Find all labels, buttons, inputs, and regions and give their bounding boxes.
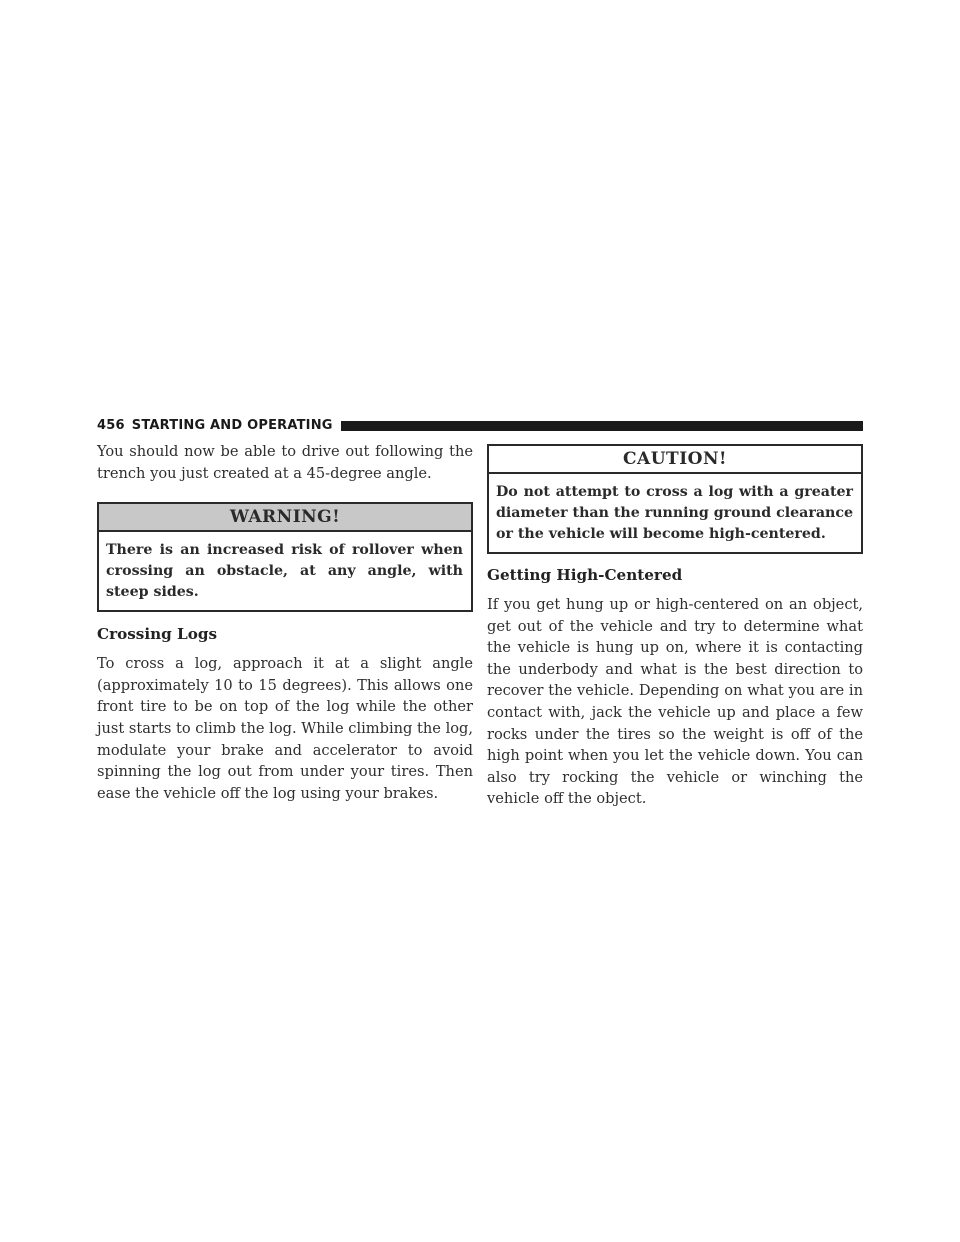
right-column (487, 441, 863, 810)
high-centered-paragraph: If you get hung up or high-centered on an object, get out of the vehicle and try to determine what the vehicle is hung up on, where it is contacting the underbody and what is the best direction to recover the vehicle. Depending on what you are in contact with, jack the vehicle up and place a few rocks under the tires so the weight is off of the high point when you let the vehicle down. You can also try rocking the vehicle or winching the vehicle off the object. (487, 596, 863, 808)
left-column (97, 441, 473, 804)
section-title: STARTING AND OPERATING (131, 418, 333, 433)
high-centered-heading: Getting High-Centered (487, 566, 683, 584)
caution-title: CAUTION! (489, 446, 861, 474)
caution-box (487, 444, 863, 554)
caution-text: Do not attempt to cross a log with a greater diameter than the running ground clearance or the vehicle will become high-centered. (496, 484, 853, 542)
warning-box (97, 502, 473, 612)
intro-paragraph: You should now be able to drive out following the trench you just created at a 45-degree angle. (97, 443, 473, 482)
header-rule (341, 421, 863, 431)
warning-text: There is an increased risk of rollover when crossing an obstacle, at any angle, with steep sides. (106, 542, 463, 601)
page-header (97, 417, 863, 435)
page-number: 456 (97, 418, 125, 433)
crossing-logs-paragraph: To cross a log, approach it at a slight angle (approximately 10 to 15 degrees). This allows one front tire to be on top of the log while the other just starts to climb the log. While climbing the log, modulate your brake and accelerator to avoid spinning the log out from under your tires. Then ease the vehicle off the log using your brakes. (97, 655, 473, 802)
warning-title: WARNING! (99, 504, 471, 532)
crossing-logs-heading: Crossing Logs (97, 625, 218, 644)
